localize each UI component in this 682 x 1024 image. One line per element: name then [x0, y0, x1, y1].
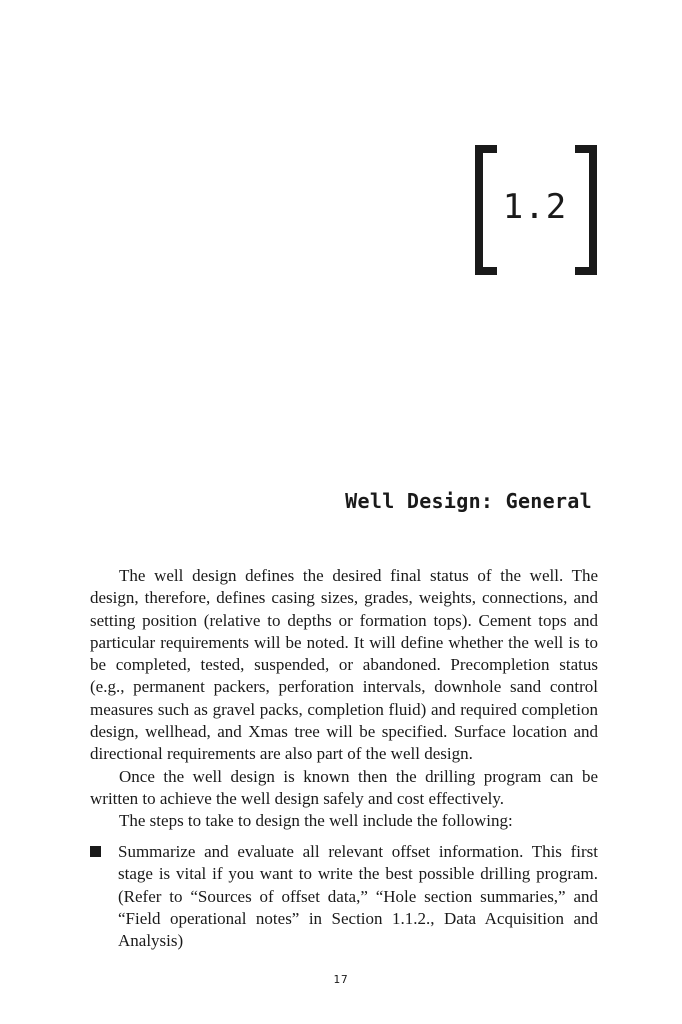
paragraph: The well design defines the desired final status of the well. The design, therefore, defines casing sizes, grades, weights, connections, and setting position (relative to depths or formation tops). Cement tops and particular requirements will be noted. It will define whether the well is to be completed, tested, suspended, or abandoned. Precompletion status (e.g., permanent packers, perforation intervals, downhole sand control measures such as gravel packs, completion fluid) and required completion design, wellhead, and Xmas tree will be specified. Surface location and directional requirements are also part of the well design. — [90, 566, 598, 764]
bullet-item — [90, 841, 598, 952]
bullet-list — [90, 841, 598, 952]
paragraph: The steps to take to design the well include the following: — [119, 811, 513, 831]
left-bracket — [475, 145, 497, 275]
bullet-text: Summarize and evaluate all relevant offset information. This first stage is vital if you want to write the best possible drilling program. (Refer to “Sources of offset data,” “Hole section summaries,” and “Field operational notes” in Section 1.1.2., Data Acquisition and Analysis) — [118, 842, 598, 951]
body-text — [90, 565, 598, 833]
square-bullet-icon — [90, 846, 101, 857]
chapter-number: 1.2 — [502, 187, 568, 227]
chapter-number-mark — [470, 145, 602, 277]
right-bracket — [575, 145, 597, 275]
page-number: 17 — [333, 973, 349, 986]
section-title: Well Design: General — [345, 489, 592, 513]
paragraph: Once the well design is known then the drilling program can be written to achieve the well design safely and cost effectively. — [90, 766, 598, 808]
